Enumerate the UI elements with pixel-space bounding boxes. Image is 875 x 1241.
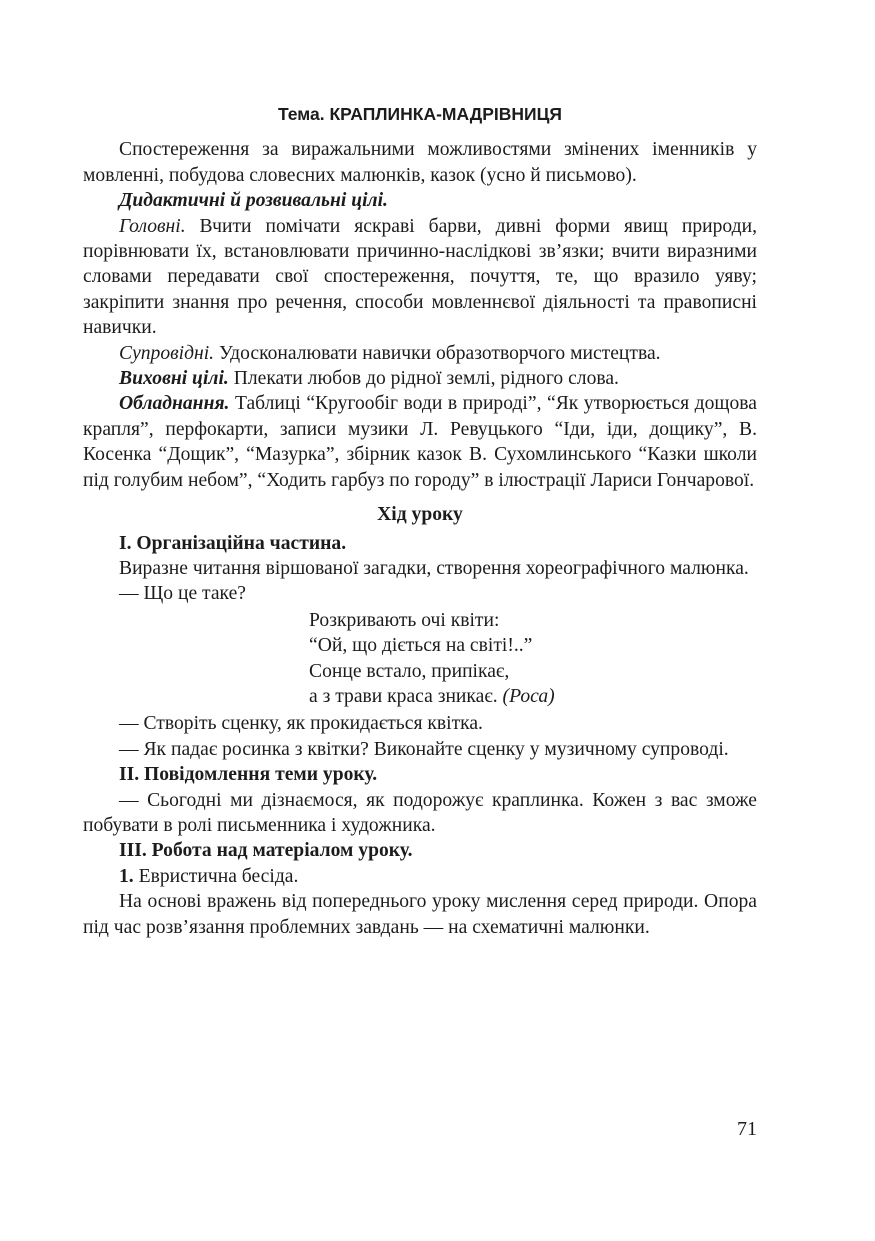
page-number: 71 [737,1118,757,1140]
section1-instruction: — Створіть сценку, як прокидається квітка. [119,713,483,735]
poem-line-last [309,684,757,709]
lesson-title: Тема. КРАПЛИНКА-МАДРІВНИЦЯ [277,104,563,124]
poem-line: Розкривають очі квіти: [309,609,500,631]
accompanying-goals-paragraph [83,341,757,366]
educational-goals-label: Виховні цілі. [119,368,229,390]
main-goals-paragraph [83,214,757,341]
educational-goals-paragraph [83,366,757,391]
riddle-question: — Що це таке? [119,583,246,605]
section1-instruction: — Як падає росинка з квітки? Виконайте сценку у музичному супроводі. [119,738,729,760]
main-goals-label: Головні. [119,215,186,237]
intro-paragraph: Спостереження за виражальними можливостями змінених іменників у мовленні, побудова словесних малюнків, казок (усно й письмово). [83,139,757,186]
riddle-poem [309,608,757,710]
accompanying-goals-text: Удосконалювати навички образотворчого мистецтва. [214,342,661,364]
main-goals-text: Вчити помічати яскраві барви, дивні форми явищ природи, порівнювати їх, встановлювати причинно-наслідкові зв’язки; вчити виразними словами передавати свої спостереження, почуття, те, що вразило уяву; закріпити знання про речення, способи мовленнєвої діяльності та правописні навички. [83,215,757,339]
item-text: Евристична бесіда. [133,865,299,887]
section2-heading: ІІ. Повідомлення теми уроку. [119,764,378,786]
equipment-label: Обладнання. [119,393,230,415]
poem-line: “Ой, що діється на світі!..” [309,635,533,657]
section3-paragraph: На основі вражень від попереднього уроку мислення серед природи. Опора під час розв’язання проблемних завдань — на схематичні малюнки. [83,891,757,938]
accompanying-goals-label: Супровідні. [119,342,215,364]
item-number: 1. [119,865,134,887]
section1-heading: І. Організаційна частина. [119,532,347,554]
equipment-paragraph [83,391,757,493]
section2-paragraph: — Сьогодні ми дізнаємося, як подорожує краплинка. Кожен з вас зможе побувати в ролі письменника і художника. [83,789,757,836]
section3-heading: ІІІ. Робота над матеріалом уроку. [119,840,413,862]
page-content [83,102,757,940]
equipment-text: Таблиці “Кругообіг води в природі”, “Як утворюється дощова крапля”, перфокарти, записи музики Л. Ревуцького “Іди, іди, дощику”, В. Косенка “Дощик”, “Мазурка”, збірник казок В. Сухомлинського “Казки школи під голубим небом”, “Ходить гарбуз по городу” в ілюстрації Лариси Гончарової. [83,393,757,491]
poem-line-text: а з трави краса зникає. [309,685,503,707]
poem-line: Сонце встало, припікає, [309,660,510,682]
riddle-answer: (Роса) [502,685,555,707]
lesson-course-heading: Хід уроку [377,504,463,526]
section3-item [83,864,757,889]
goals-heading: Дидактичні й розвивальні цілі. [119,190,388,212]
section1-paragraph: Виразне читання віршованої загадки, створення хореографічного малюнка. [119,557,749,579]
educational-goals-text: Плекати любов до рідної землі, рідного слова. [228,368,619,390]
